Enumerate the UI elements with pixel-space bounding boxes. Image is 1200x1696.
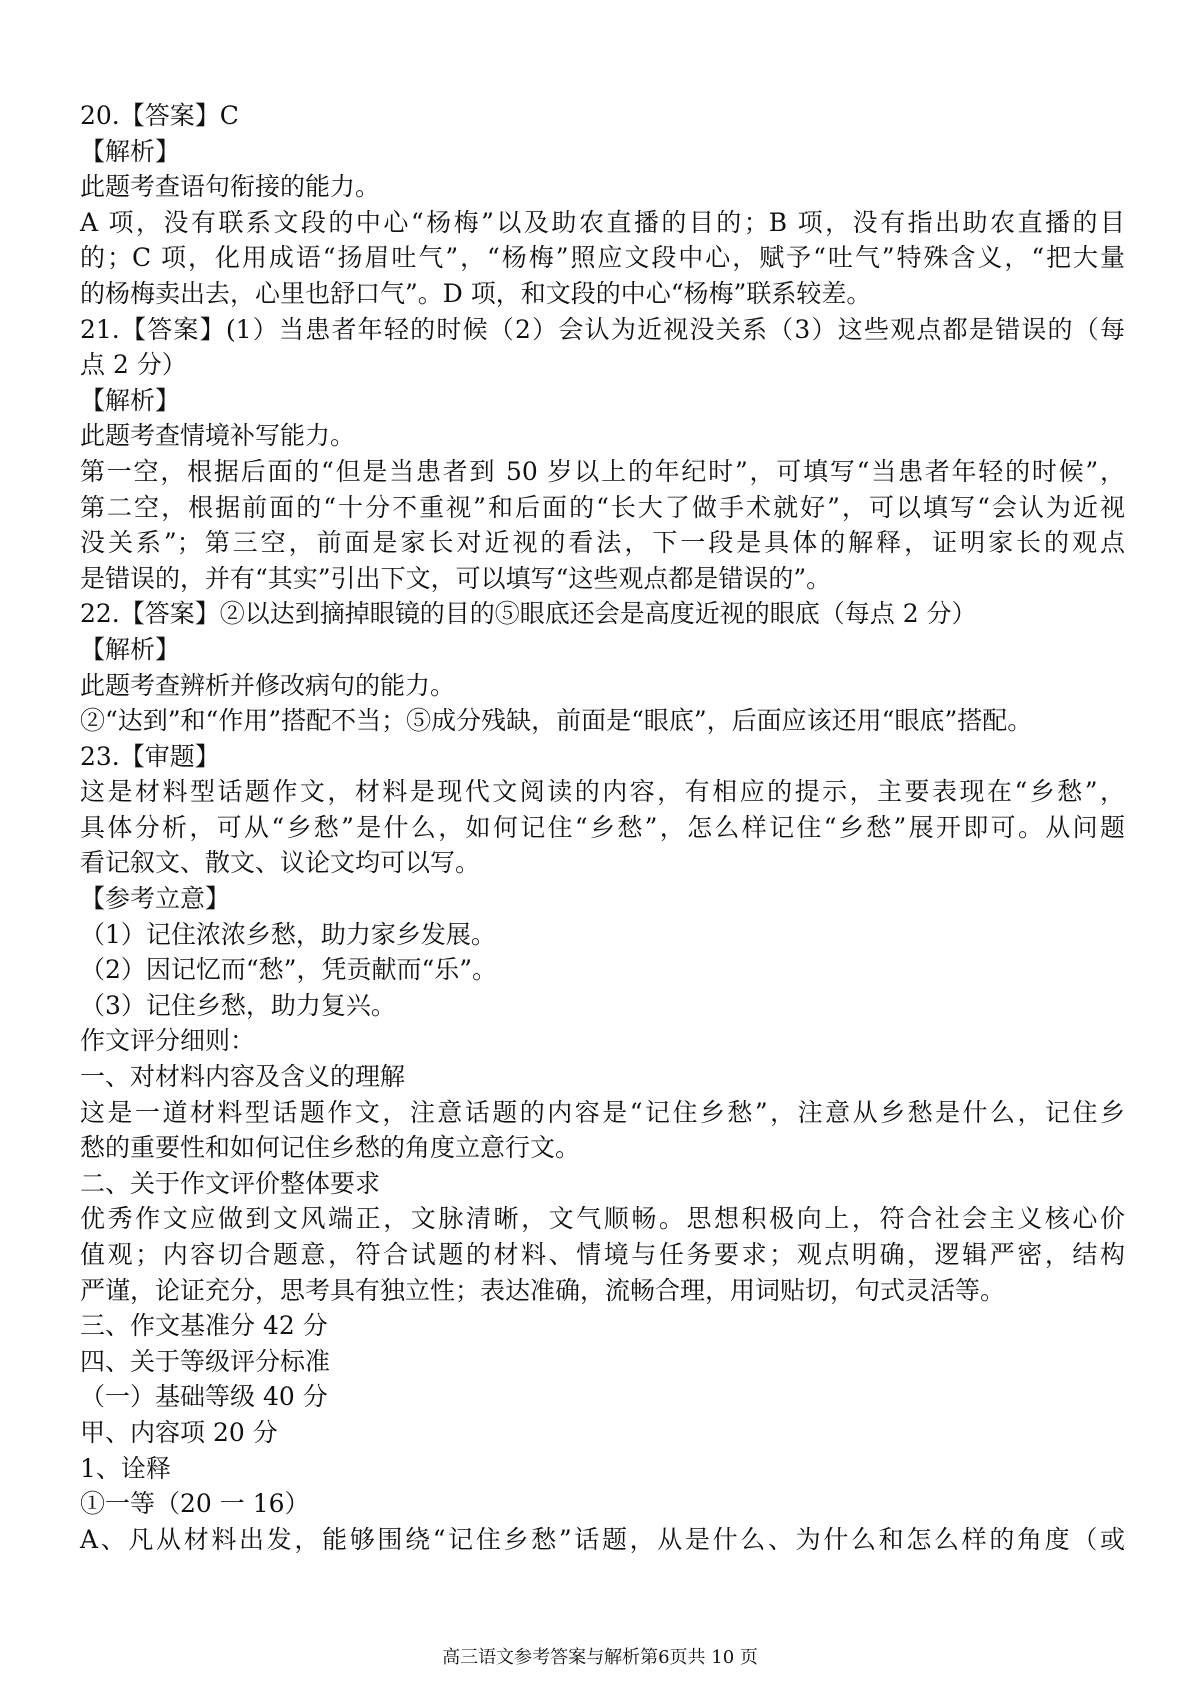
text-line: 23.【审题】 (80, 741, 220, 771)
text-line: （3）记住乡愁，助力复兴。 (80, 990, 396, 1020)
text-line: 第一空，根据后面的“但是当患者到 50 岁以上的年纪时”，可填写“当患者年轻的时候”， (80, 456, 1125, 486)
text-line: （一）基础等级 40 分 (80, 1382, 328, 1412)
text-line: （2）因记忆而“愁”，凭贡献而“乐”。 (80, 955, 498, 985)
text-line: 此题考查辨析并修改病句的能力。 (80, 670, 456, 700)
text-line: 此题考查情境补写能力。 (80, 421, 356, 451)
text-line: 一、对材料内容及含义的理解 (80, 1062, 406, 1092)
text-line: 值观；内容切合题意，符合试题的材料、情境与任务要求；观点明确，逻辑严密，结构 (80, 1240, 1125, 1269)
text-line: 此题考查语句衔接的能力。 (80, 172, 381, 202)
text-line: 作文评分细则： (80, 1026, 256, 1056)
text-line: 【参考立意】 (80, 884, 231, 914)
text-line: A、凡从材料出发，能够围绕“记住乡愁”话题，从是什么、为什么和怎么样的角度（或 (80, 1524, 1125, 1554)
answer-text-body (80, 98, 1125, 1557)
text-line: 【解析】 (80, 385, 181, 415)
text-line: 【解析】 (80, 136, 181, 166)
text-line: 具体分析，可从“乡愁”是什么，如何记住“乡愁”，怎么样记住“乡愁”展开即可。从问题 (80, 812, 1125, 842)
text-line: 严谨，论证充分，思考具有独立性；表达准确，流畅合理，用词贴切，句式灵活等。 (80, 1275, 1006, 1305)
text-line: 第二空，根据前面的“十分不重视”和后面的“长大了做手术就好”，可以填写“会认为近视 (80, 492, 1125, 522)
text-line: 21.【答案】(1）当患者年轻的时候（2）会认为近视没关系（3）这些观点都是错误的（每 (80, 314, 1125, 344)
text-line: A 项，没有联系文段的中心“杨梅”以及助农直播的目的；B 项，没有指出助农直播的目 (80, 207, 1125, 237)
text-line: 甲、内容项 20 分 (80, 1417, 278, 1447)
text-line: 的；C 项，化用成语“扬眉吐气”，“杨梅”照应文段中心，赋予“吐气”特殊含义，“把大量 (80, 243, 1125, 273)
page-footer: 高三语文参考答案与解析第6页共 10 页 (442, 1647, 758, 1668)
text-line: 1、诠释 (80, 1453, 171, 1483)
text-line: 点 2 分） (80, 350, 187, 380)
text-line: 的杨梅卖出去，心里也舒口气”。D 项，和文段的中心“杨梅”联系较差。 (80, 278, 872, 308)
text-line: 是错误的，并有“其实”引出下文，可以填写“这些观点都是错误的”。 (80, 563, 832, 593)
text-line: 20.【答案】C (80, 101, 239, 130)
text-line: 优秀作文应做到文风端正，文脉清晰，文气顺畅。思想积极向上，符合社会主义核心价 (80, 1204, 1125, 1234)
text-line: 这是材料型话题作文，材料是现代文阅读的内容，有相应的提示，主要表现在“乡愁”， (80, 777, 1125, 807)
text-line: 四、关于等级评分标准 (80, 1346, 331, 1376)
text-line: 二、关于作文评价整体要求 (80, 1168, 381, 1198)
text-line: 这是一道材料型话题作文，注意话题的内容是“记住乡愁”，注意从乡愁是什么，记住乡 (80, 1097, 1125, 1127)
text-line: 三、作文基准分 42 分 (80, 1311, 328, 1341)
text-line: ②“达到”和“作用”搭配不当；⑤成分残缺，前面是“眼底”，后面应该还用“眼底”搭配。 (80, 706, 1033, 736)
text-line: 愁的重要性和如何记住乡愁的角度立意行文。 (80, 1133, 581, 1163)
text-line: 没关系”；第三空，前面是家长对近视的看法，下一段是具体的解释，证明家长的观点 (80, 528, 1125, 558)
text-line: 【解析】 (80, 634, 181, 664)
text-line: （1）记住浓浓乡愁，助力家乡发展。 (80, 919, 496, 949)
text-line: ①一等（20 一 16） (80, 1489, 310, 1519)
text-line: 22.【答案】②以达到摘掉眼镜的目的⑤眼底还会是高度近视的眼底（每点 2 分） (80, 599, 977, 629)
text-line: 看记叙文、散文、议论文均可以写。 (80, 848, 481, 878)
